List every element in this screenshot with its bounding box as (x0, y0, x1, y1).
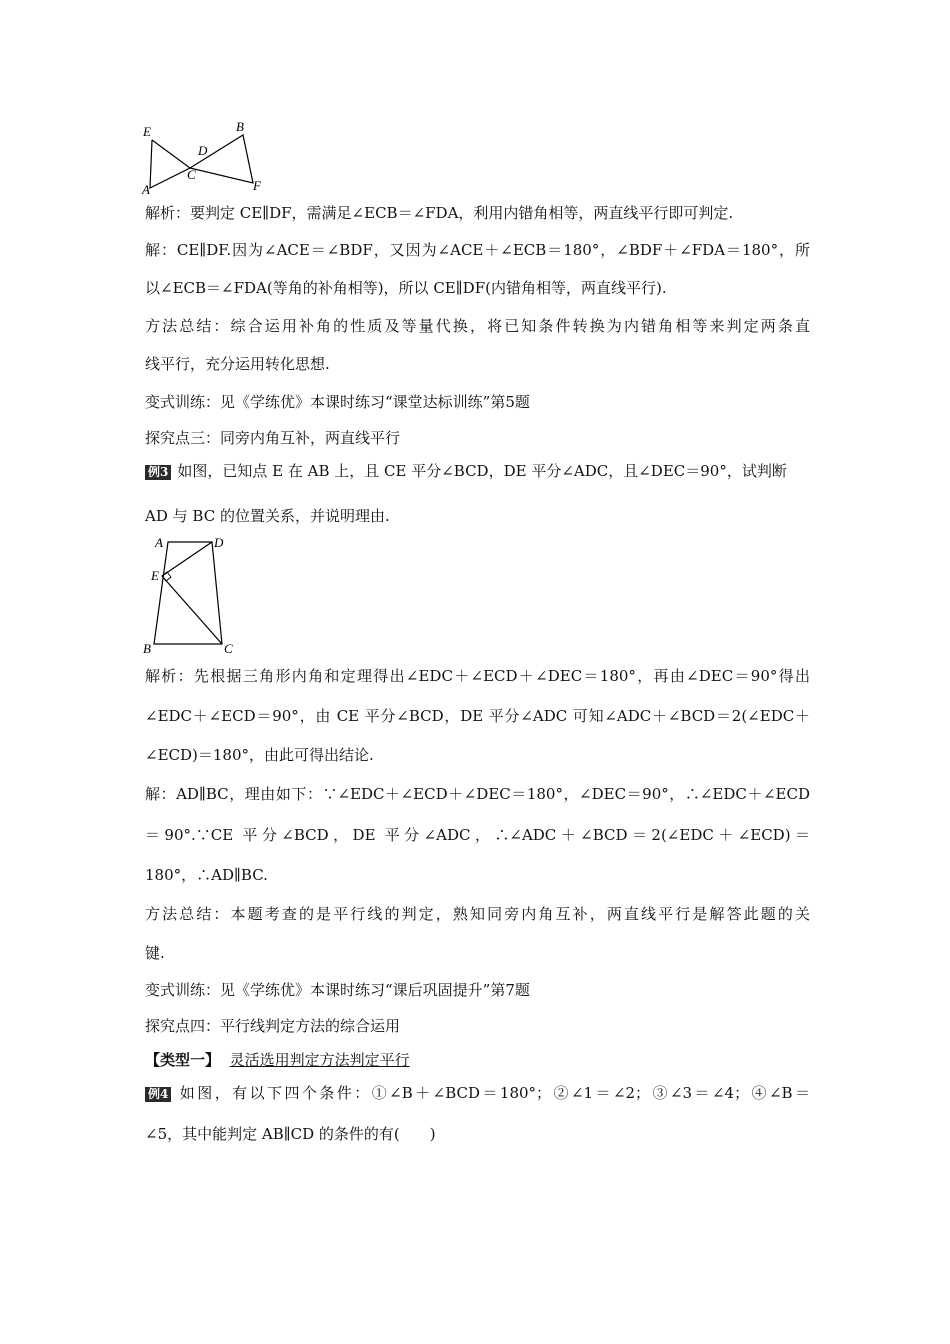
figure-2-segment-ED (162, 542, 212, 576)
label-F: F (253, 178, 261, 193)
label-C: C (187, 167, 196, 182)
example-4-badge: 例4 (145, 1087, 171, 1102)
solution-3-line-1: 解：AD∥BC，理由如下：∵∠EDC＋∠ECD＋∠DEC＝180°，∠DEC＝90°，∴∠EDC＋∠ECD (145, 785, 810, 803)
analysis-3-line-2: ∠EDC＋∠ECD＝90°，由 CE 平分∠BCD，DE 平分∠ADC 可知∠ADC＋∠BCD＝2(∠EDC＋ (145, 707, 810, 725)
figure-1-diagram (140, 118, 270, 198)
example-3-text: 如图，已知点 E 在 AB 上，且 CE 平分∠BCD，DE 平分∠ADC，且∠DEC＝90°，试判断 (177, 462, 787, 480)
label-B: B (143, 641, 151, 656)
section-heading-4: 探究点四：平行线判定方法的综合运用 (145, 1017, 401, 1035)
figure-2-diagram (140, 532, 240, 657)
solution-1-line-2: 以∠ECB＝∠FDA(等角的补角相等)，所以 CE∥DF(内错角相等，两直线平行). (145, 279, 667, 297)
label-D: D (214, 535, 224, 550)
figure-2-segment-EC (162, 576, 222, 644)
type-1-title: 灵活选用判定方法判定平行 (229, 1051, 410, 1069)
example-3-line-1 (145, 461, 787, 481)
analysis-3-line-1: 解析：先根据三角形内角和定理得出∠EDC＋∠ECD＋∠DEC＝180°，再由∠DEC＝90°得出 (145, 667, 810, 685)
figure-1-left-triangle (150, 140, 190, 188)
label-A: A (155, 535, 163, 550)
label-D: D (198, 143, 208, 158)
label-E: E (151, 568, 159, 583)
type-1-heading (145, 1050, 410, 1070)
label-A: A (142, 182, 150, 197)
example-3-badge: 例3 (145, 465, 171, 480)
solution-3-line-3: 180°，∴AD∥BC. (145, 866, 268, 884)
method-summary-1-line-2: 线平行，充分运用转化思想. (145, 355, 330, 373)
type-1-bracket: 【类型一】 (145, 1051, 221, 1069)
label-B: B (236, 119, 244, 134)
example-4-text: 如图，有以下四个条件：①∠B＋∠BCD＝180°；②∠1＝∠2；③∠3＝∠4；④∠B＝ (177, 1084, 810, 1102)
label-E: E (143, 124, 151, 139)
example-3-line-2: AD 与 BC 的位置关系，并说明理由. (145, 507, 390, 525)
method-summary-1-line-1: 方法总结：综合运用补角的性质及等量代换，将已知条件转换为内错角相等来判定两条直 (145, 317, 810, 335)
method-summary-3-line-1: 方法总结：本题考查的是平行线的判定，熟知同旁内角互补，两直线平行是解答此题的关 (145, 905, 810, 923)
example-4-line-1 (145, 1083, 810, 1103)
solution-1-line-1: 解：CE∥DF.因为∠ACE＝∠BDF，又因为∠ACE＋∠ECB＝180°，∠BDF＋∠FDA＝180°，所 (145, 241, 810, 259)
analysis-1: 解析：要判定 CE∥DF，需满足∠ECB＝∠FDA，利用内错角相等，两直线平行即可判定. (145, 204, 734, 222)
solution-3-line-2: ＝90°.∵CE 平分∠BCD，DE 平分∠ADC，∴∠ADC＋∠BCD＝2(∠EDC＋∠ECD)＝ (145, 826, 810, 844)
section-heading-3: 探究点三：同旁内角互补，两直线平行 (145, 429, 401, 447)
variant-training-3: 变式训练：见《学练优》本课时练习“课后巩固提升”第7题 (145, 981, 530, 999)
analysis-3-line-3: ∠ECD)＝180°，由此可得出结论. (145, 746, 374, 764)
figure-2-trapezoid (154, 542, 222, 644)
example-4-line-2: ∠5，其中能判定 AB∥CD 的条件的有( ) (145, 1125, 436, 1143)
label-C: C (224, 641, 233, 656)
variant-training-1: 变式训练：见《学练优》本课时练习“课堂达标训练”第5题 (145, 393, 530, 411)
method-summary-3-line-2: 键. (145, 944, 165, 962)
